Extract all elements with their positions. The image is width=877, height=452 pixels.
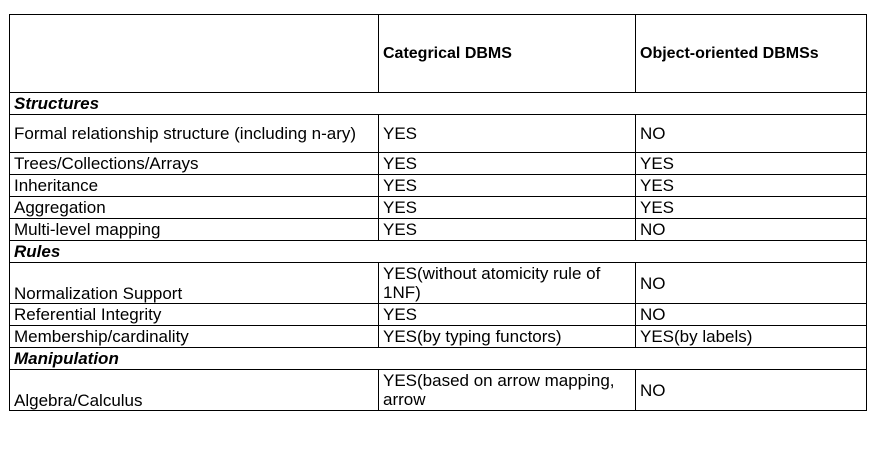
table-row xyxy=(10,304,867,326)
feature-cell: Aggregation xyxy=(10,197,379,219)
object-oriented-cell: NO xyxy=(636,115,867,153)
object-oriented-cell: NO xyxy=(636,219,867,241)
feature-cell: Algebra/Calculus xyxy=(10,370,379,411)
feature-cell: Membership/cardinality xyxy=(10,326,379,348)
object-oriented-cell: NO xyxy=(636,263,867,304)
header-object-oriented-dbms: Object-oriented DBMSs xyxy=(636,15,867,93)
header-categorical-dbms: Categrical DBMS xyxy=(379,15,636,93)
feature-cell: Normalization Support xyxy=(10,263,379,304)
section-title: Rules xyxy=(10,241,867,263)
object-oriented-cell: YES(by labels) xyxy=(636,326,867,348)
section-row-manipulation xyxy=(10,348,867,370)
categorical-cell: YES(without atomicity rule of 1NF) xyxy=(379,263,636,304)
table-row xyxy=(10,370,867,411)
section-title: Manipulation xyxy=(10,348,867,370)
header-feature-cell xyxy=(10,15,379,93)
section-title: Structures xyxy=(10,93,867,115)
feature-cell: Referential Integrity xyxy=(10,304,379,326)
object-oriented-cell: YES xyxy=(636,153,867,175)
table-row xyxy=(10,175,867,197)
table-row xyxy=(10,219,867,241)
table-row xyxy=(10,115,867,153)
categorical-cell: YES xyxy=(379,175,636,197)
object-oriented-cell: YES xyxy=(636,197,867,219)
categorical-cell: YES xyxy=(379,219,636,241)
categorical-cell: YES(based on arrow mapping, arrow xyxy=(379,370,636,411)
table-row xyxy=(10,197,867,219)
section-row-structures xyxy=(10,93,867,115)
categorical-cell: YES xyxy=(379,115,636,153)
header-row xyxy=(10,15,867,93)
object-oriented-cell: NO xyxy=(636,304,867,326)
section-row-rules xyxy=(10,241,867,263)
categorical-cell: YES xyxy=(379,153,636,175)
feature-cell: Trees/Collections/Arrays xyxy=(10,153,379,175)
feature-cell: Multi-level mapping xyxy=(10,219,379,241)
categorical-cell: YES xyxy=(379,197,636,219)
object-oriented-cell: YES xyxy=(636,175,867,197)
table-row xyxy=(10,263,867,304)
feature-cell: Formal relationship structure (including n-ary) xyxy=(10,115,379,153)
table-row xyxy=(10,153,867,175)
categorical-cell: YES(by typing functors) xyxy=(379,326,636,348)
object-oriented-cell: NO xyxy=(636,370,867,411)
table-row xyxy=(10,326,867,348)
feature-cell: Inheritance xyxy=(10,175,379,197)
categorical-cell: YES xyxy=(379,304,636,326)
comparison-table xyxy=(9,14,867,411)
